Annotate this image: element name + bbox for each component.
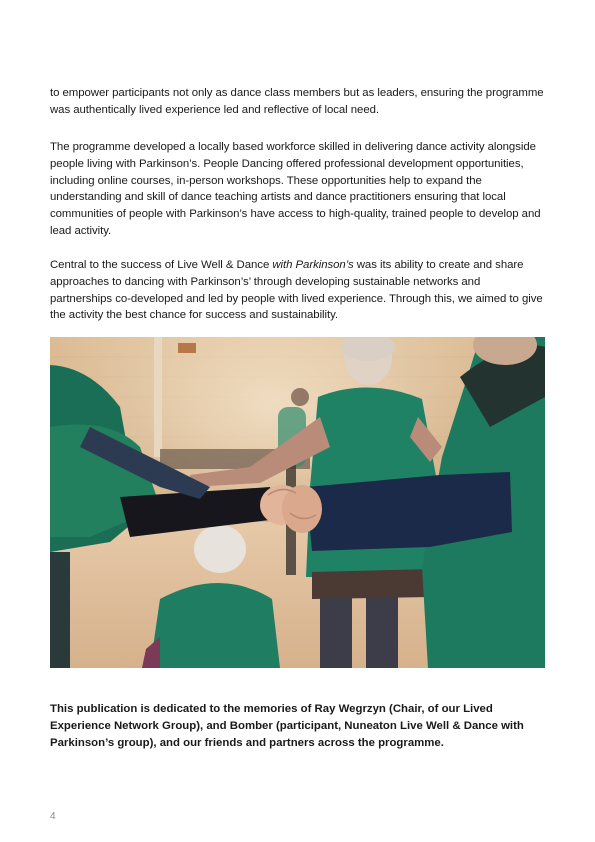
- dedication-text: This publication is dedicated to the memories of Ray Wegrzyn (Chair, of our Lived Experience Network Group), and Bomber (participant, Nuneaton Live Well & Dance with Parkinson’s group), and our friends and partners across the programme.: [50, 703, 524, 749]
- dance-class-photo: [50, 337, 545, 668]
- page-number: 4: [50, 811, 56, 822]
- para3-italic: with Parkinson’s: [272, 259, 354, 271]
- para3-start: Central to the success of Live Well & Dance: [50, 259, 273, 271]
- para3-end: was its ability to create and share approaches to dancing with Parkinson’s’ through developing sustainable networks and partnerships co-developed and led by people with lived experience. Through this, we aimed to give the activity the best chance for success and sustainability.: [50, 259, 543, 322]
- body-paragraph-3: [50, 257, 545, 324]
- body-paragraph-1: to empower participants not only as dance class members but as leaders, ensuring the programme was authentically lived experience led and reflective of local need.: [50, 87, 544, 116]
- body-paragraph-2: The programme developed a locally based workforce skilled in delivering dance activity alongside people living with Parkinson’s. People Dancing offered professional development opportunities, including online courses, in-person workshops. These opportunities help to expand the understanding and skill of dance teaching artists and dance practitioners ensuring that local communities of people with Parkinson’s have access to high-quality, trained people to develop and lead activity.: [50, 141, 541, 237]
